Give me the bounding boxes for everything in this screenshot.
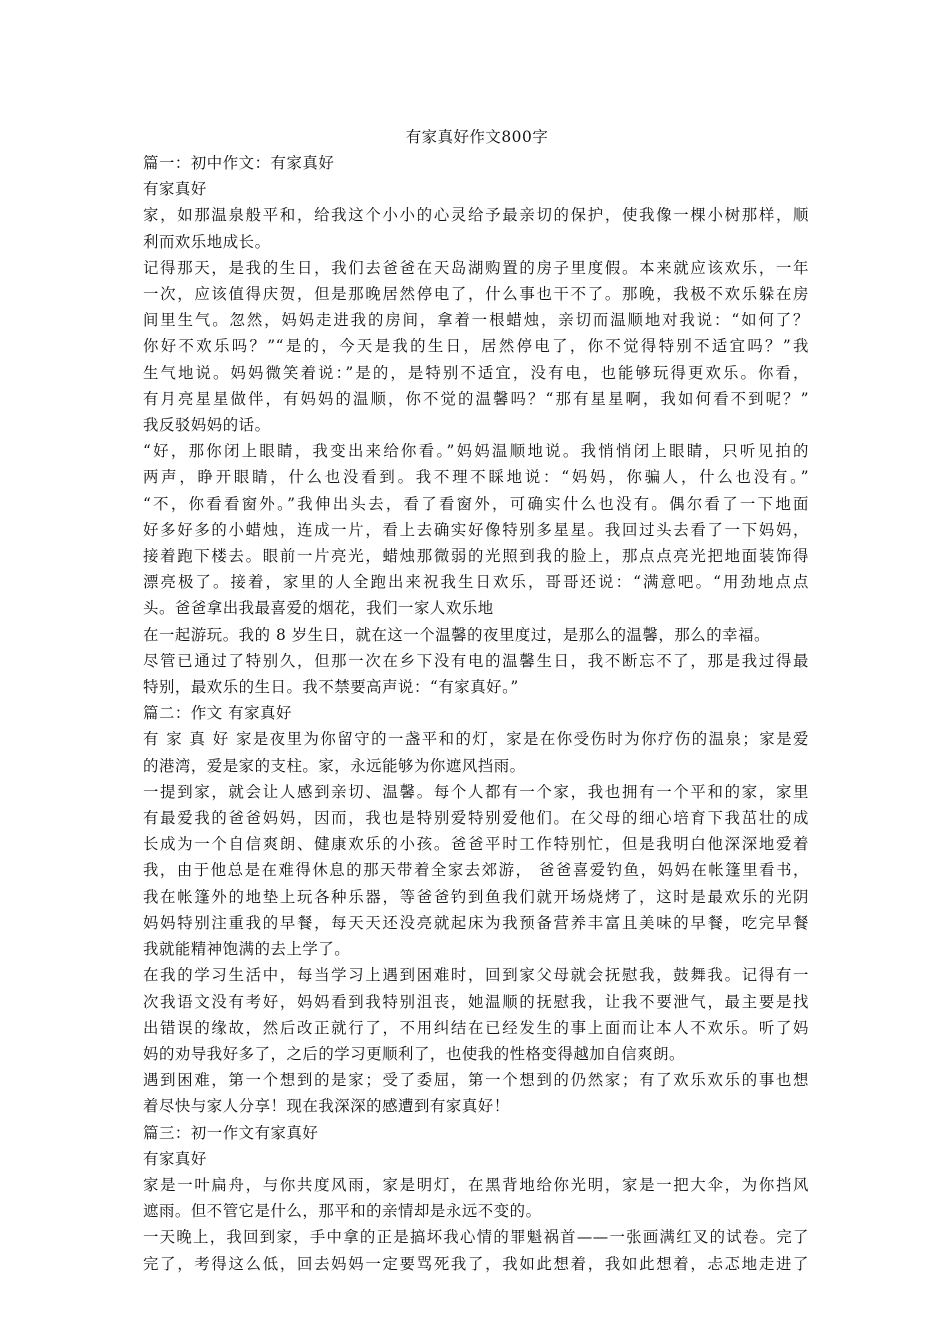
text-line: 有月亮星星做伴，有妈妈的温顺，你不觉的温馨吗？“那有星星啊，我如何看不到呢？”: [143, 389, 809, 408]
text-line: “不，你看看窗外。”我伸出头去，看了看窗外，可确实什么也没有。偶尔看了一下地面: [143, 494, 809, 513]
text-line: 尽管已通过了特别久，但那一次在乡下没有电的温馨生日，我不断忘不了，那是我过得最: [143, 651, 809, 670]
text-line: 我反驳妈妈的话。: [143, 416, 271, 435]
text-line: 我，由于他总是在难得休息的那天带着全家去郊游， 爸爸喜爱钓鱼，妈妈在帐篷里看书，: [143, 861, 809, 880]
text-line: 有最爱我的爸爸妈妈，因而，我也是特别爱特别爱他们。在父母的细心培育下我茁壮的成: [143, 809, 809, 828]
text-line: 一提到家，就会让人感到亲切、温馨。每个人都有一个家，我也拥有一个平和的家，家里: [143, 782, 809, 801]
text-line: 在一起游玩。我的 8 岁生日，就在这一个温馨的夜里度过，是那么的温馨，那么的幸福。: [143, 625, 770, 644]
text-line: 出错误的缘故，然后改正就行了，不用纠结在已经发生的事上面而让本人不欢乐。听了妈: [143, 1018, 809, 1037]
text-line: 家，如那温泉般平和，给我这个小小的心灵给予最亲切的保护，使我像一棵小树那样，顺: [143, 206, 809, 225]
text-line: 妈的劝导我好多了，之后的学习更顺利了，也使我的性格变得越加自信爽朗。: [143, 1044, 685, 1063]
text-line: 次我语文没有考好，妈妈看到我特别沮丧，她温顺的抚慰我，让我不要泄气，最主要是找: [143, 992, 809, 1011]
text-line: 有 家 真 好 家是夜里为你留守的一盏平和的灯，家是在你受伤时为你疗伤的温泉；家是爱: [143, 730, 809, 749]
text-line: 接着跑下楼去。眼前一片亮光，蜡烛那微弱的光照到我的脸上，那点点亮光把地面装饰得: [143, 547, 809, 566]
section-heading: 有家真好: [143, 1149, 207, 1168]
text-line: 妈妈特别注重我的早餐，每天天还没亮就起床为我预备营养丰富且美味的早餐，吃完早餐: [143, 913, 809, 932]
text-line: 一天晚上，我回到家，手中拿的正是搞坏我心情的罪魁祸首——一张画满红叉的试卷。完了: [143, 1228, 809, 1247]
section-heading: 篇三：初一作文有家真好: [143, 1123, 319, 1142]
section-heading: 篇二：作文 有家真好: [143, 704, 292, 723]
text-line: 一次，应该值得庆贺，但是那晚居然停电了，什么事也干不了。那晚，我极不欢乐躲在房: [143, 285, 809, 304]
text-line: 记得那天，是我的生日，我们去爸爸在天岛湖购置的房子里度假。本来就应该欢乐，一年: [143, 258, 809, 277]
text-line: 完了，考得这么低，回去妈妈一定要骂死我了，我如此想着，我如此想着，忐忑地走进了: [143, 1254, 809, 1273]
text-line: 的港湾，爱是家的支柱。家，永远能够为你遮风挡雨。: [143, 756, 526, 775]
text-line: 遇到困难，第一个想到的是家；受了委屈，第一个想到的仍然家；有了欢乐欢乐的事也想: [143, 1071, 809, 1090]
text-line: 头。爸爸拿出我最喜爱的烟花，我们一家人欢乐地: [143, 599, 494, 618]
text-line: 生气地说。妈妈微笑着说：”是的，是特别不适宜，没有电，也能够玩得更欢乐。你看，: [143, 363, 809, 382]
text-line: 在我的学习生活中，每当学习上遇到困难时，回到家父母就会抚慰我，鼓舞我。记得有一: [143, 966, 809, 985]
document-body: [143, 150, 809, 1277]
text-line: 我在帐篷外的地垫上玩各种乐器，等爸爸钓到鱼我们就开场烧烤了，这时是最欢乐的光阴: [143, 887, 809, 906]
text-line: 着尽快与家人分享！现在我深深的感遭到有家真好！: [143, 1097, 510, 1116]
section-heading: 有家真好: [143, 180, 207, 199]
text-line: 特别，最欢乐的生日。我不禁要高声说：“有家真好。”: [143, 678, 519, 697]
section-heading: 篇一：初中作文：有家真好: [143, 154, 335, 172]
document-page: [143, 124, 809, 1277]
text-line: 好多好多的小蜡烛，连成一片，看上去确实好像特别多星星。我回过头去看了一下妈妈，: [143, 520, 809, 539]
text-line: 家是一叶扁舟，与你共度风雨，家是明灯，在黑背地给你光明，家是一把大伞，为你挡风: [143, 1175, 809, 1194]
text-line: 两声，睁开眼睛，什么也没看到。我不理不睬地说：“妈妈，你骗人，什么也没有。”: [143, 468, 809, 487]
text-line: 你好不欢乐吗？”“是的，今天是我的生日，居然停电了，你不觉得特别不适宜吗？”我: [143, 337, 809, 356]
text-line: 我就能精神饱满的去上学了。: [143, 940, 351, 959]
text-line: “好，那你闭上眼睛，我变出来给你看。”妈妈温顺地说。我悄悄闭上眼睛，只听见拍的: [143, 442, 809, 461]
text-line: 遮雨。但不管它是什么，那平和的亲情却是永远不变的。: [143, 1202, 542, 1221]
text-line: 利而欢乐地成长。: [143, 232, 271, 251]
text-line: 漂亮极了。接着，家里的人全跑出来祝我生日欢乐，哥哥还说：“满意吧。“用劲地点点: [143, 573, 809, 592]
text-line: 间里生气。忽然，妈妈走进我的房间，拿着一根蜡烛，亲切而温顺地对我说：“如何了？: [143, 311, 809, 330]
text-line: 长成为一个自信爽朗、健康欢乐的小孩。爸爸平时工作特别忙，但是我明白他深深地爱着: [143, 835, 809, 854]
document-title: 有家真好作文800字: [405, 128, 549, 146]
